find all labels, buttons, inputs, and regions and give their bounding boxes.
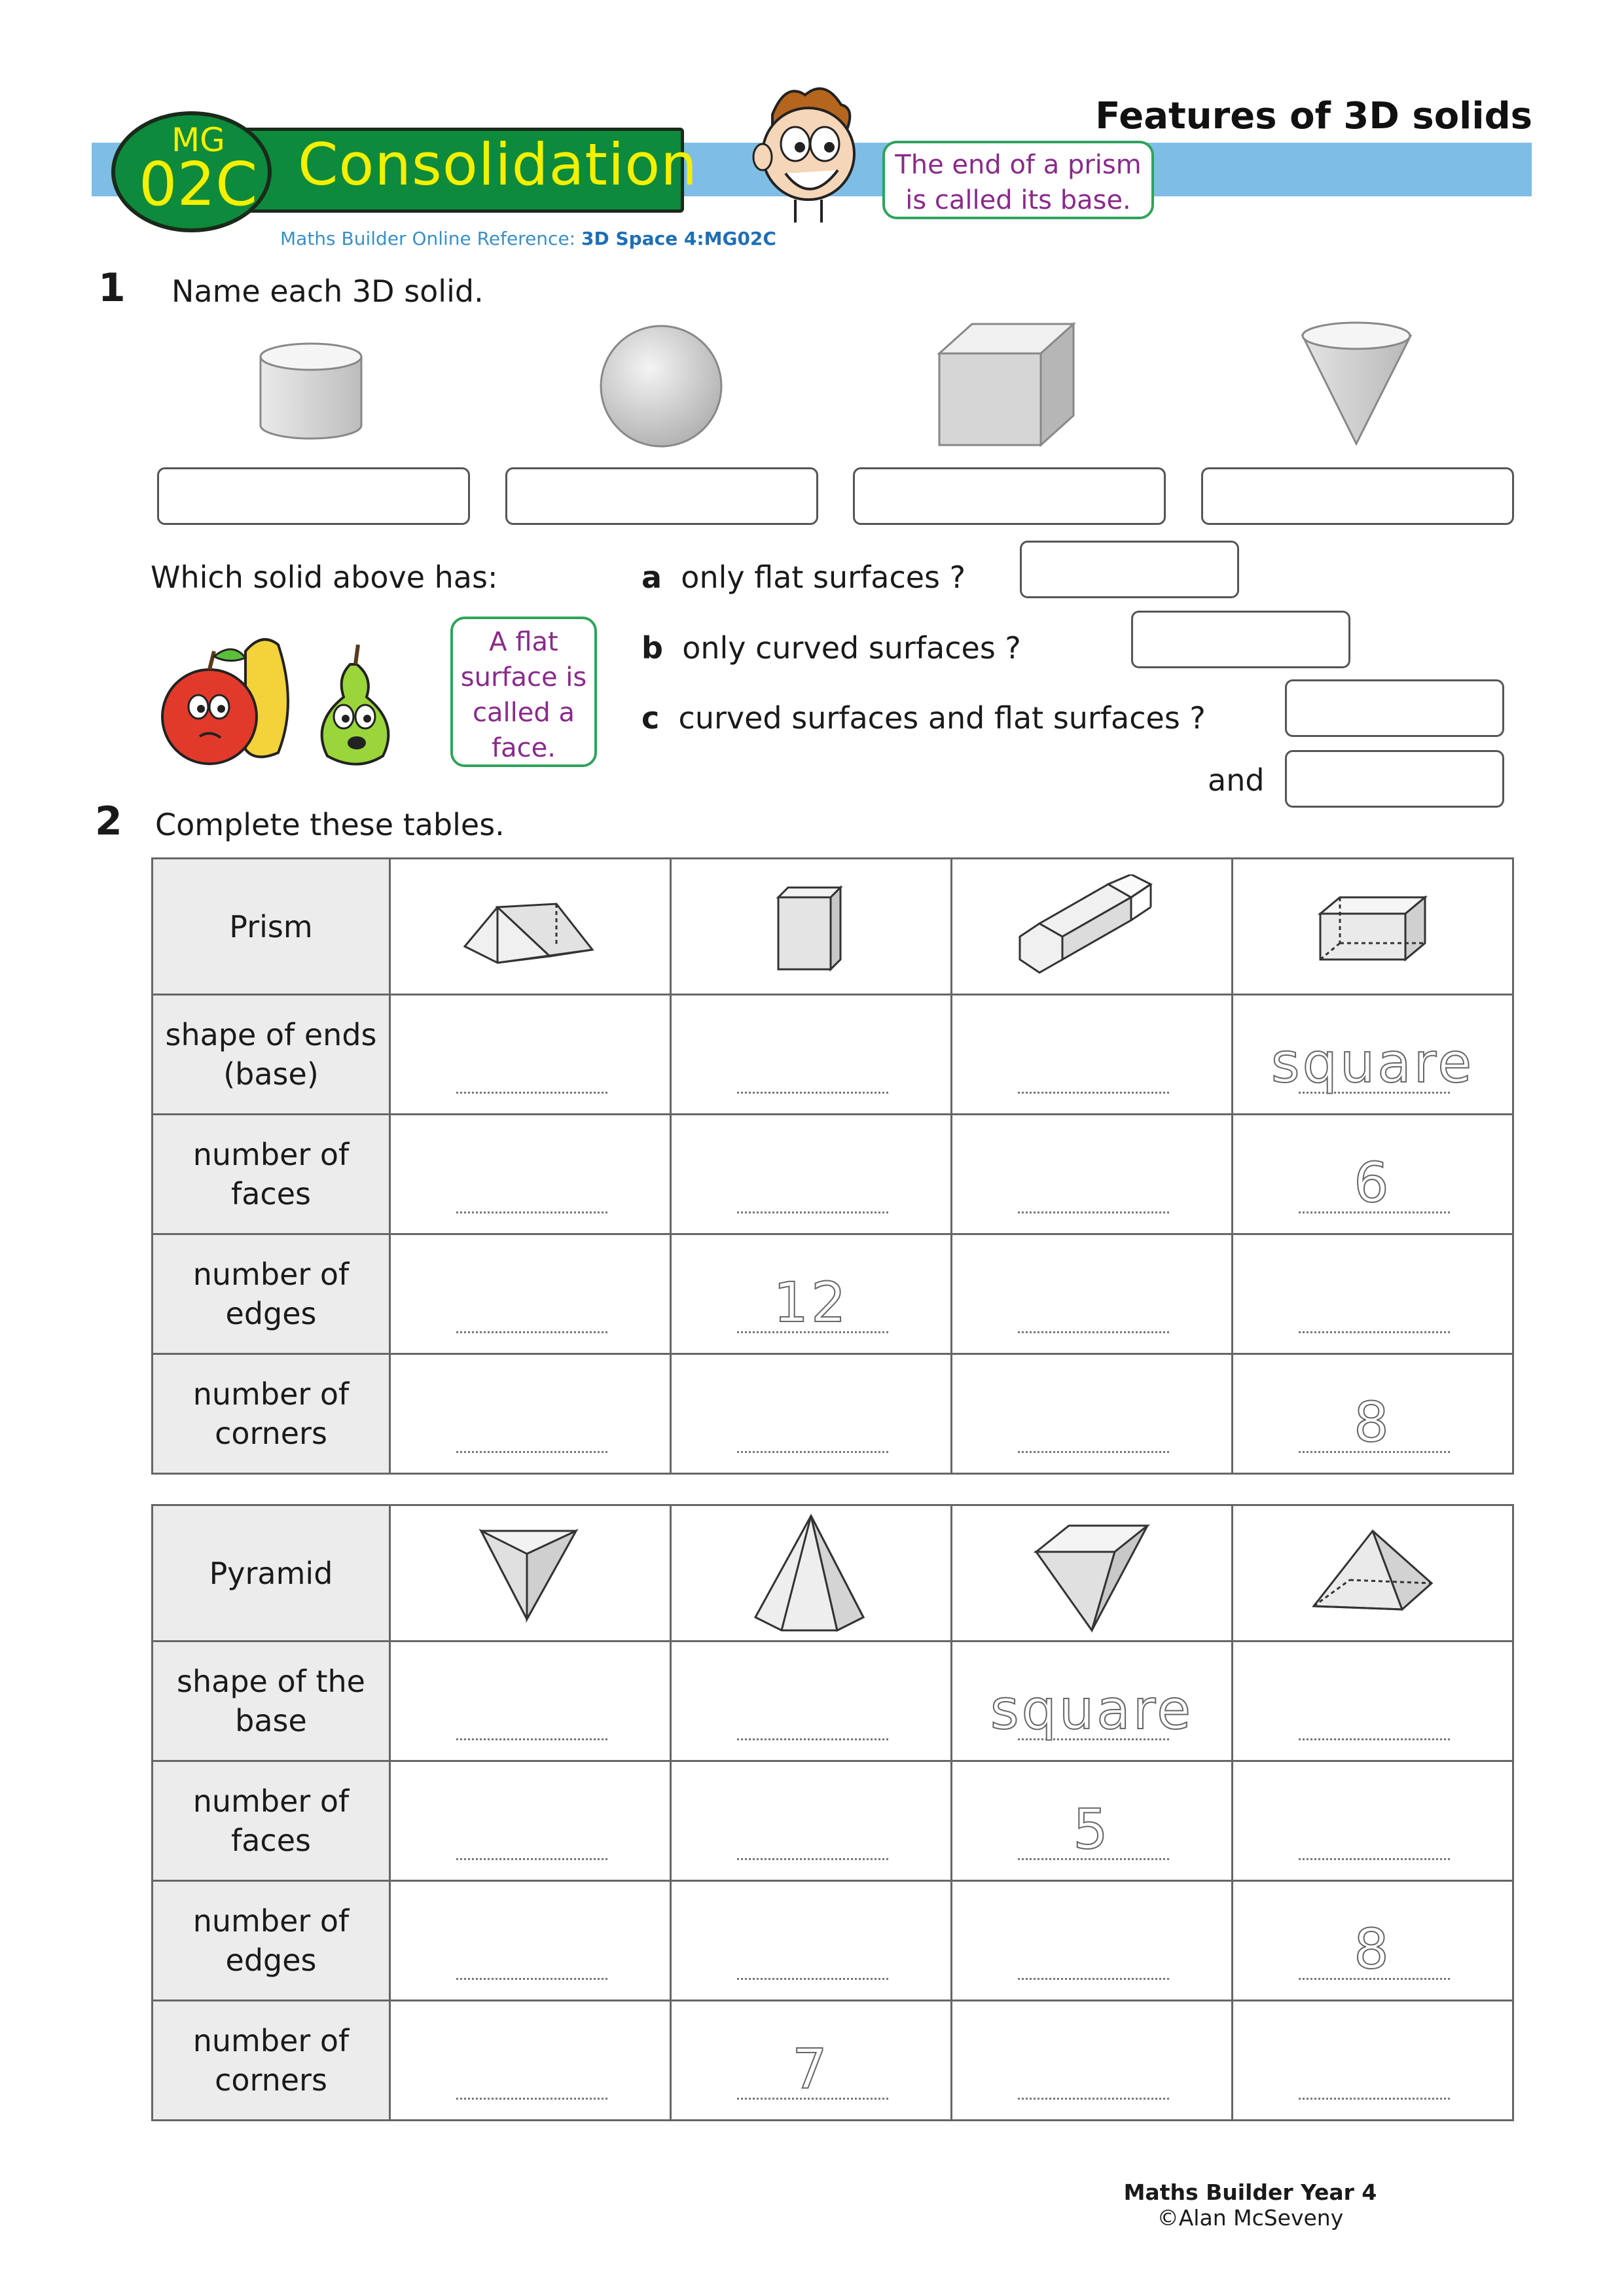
prism-tip-bubble: The end of a prism is called its base. — [882, 141, 1154, 219]
prism-table — [151, 857, 1514, 1475]
solid-name-field-1[interactable] — [157, 467, 470, 525]
part-c-answer-field-2[interactable] — [1285, 750, 1504, 808]
part-b-label: b only curved surfaces ? — [641, 630, 1021, 666]
answer-cell[interactable] — [952, 995, 1233, 1115]
answer-cell[interactable] — [952, 1115, 1233, 1234]
ghost-answer: 6 — [1354, 1151, 1392, 1215]
answer-cell[interactable] — [671, 1354, 952, 1474]
answer-cell[interactable] — [952, 1641, 1233, 1761]
table-row — [153, 1641, 1513, 1761]
online-reference: Maths Builder Online Reference: 3D Space 4:MG02C — [280, 228, 776, 249]
answer-cell[interactable] — [390, 1354, 671, 1474]
row-label: number of faces — [153, 1115, 390, 1234]
fruit-cartoon-icon — [147, 625, 435, 772]
answer-cell[interactable] — [1233, 1234, 1513, 1354]
table-row — [153, 1761, 1513, 1881]
pyramid-table — [151, 1504, 1514, 2121]
cylinder-icon — [255, 340, 367, 445]
ghost-answer: 7 — [792, 2037, 830, 2101]
part-a-answer-field[interactable] — [1020, 541, 1239, 598]
rectangular-pyramid-icon — [1310, 1528, 1435, 1619]
pentagonal-pyramid-icon — [752, 1513, 870, 1634]
table-row — [153, 995, 1513, 1115]
table-row — [153, 1115, 1513, 1234]
ghost-answer: 8 — [1354, 1390, 1392, 1454]
answer-cell[interactable] — [671, 1641, 952, 1761]
rectangular-pyramid-cell — [1233, 1505, 1513, 1641]
row-label: shape of the base — [153, 1641, 390, 1761]
footer-title: Maths Builder Year 4 — [1123, 2179, 1377, 2205]
row-label: number of edges — [153, 1881, 390, 2001]
ghost-answer: 5 — [1073, 1797, 1111, 1861]
table-row — [153, 1881, 1513, 2001]
question-1-number: 1 — [98, 265, 126, 311]
answer-cell[interactable] — [1233, 995, 1513, 1115]
footer — [1113, 2179, 1388, 2231]
triangular-prism-icon — [458, 884, 602, 969]
answer-cell[interactable] — [390, 1641, 671, 1761]
row-label: number of corners — [153, 2001, 390, 2121]
pyramid-header: Pyramid — [153, 1505, 390, 1641]
square-pyramid-icon — [1033, 1513, 1151, 1634]
solid-name-field-4[interactable] — [1201, 467, 1514, 525]
hexagonal-prism-icon — [1013, 874, 1170, 979]
answer-cell[interactable] — [671, 1234, 952, 1354]
question-2-prompt: Complete these tables. — [155, 807, 505, 842]
square-pyramid-cell — [952, 1505, 1233, 1641]
answer-cell[interactable] — [671, 2001, 952, 2121]
answer-cell[interactable] — [1233, 1881, 1513, 2001]
prism-header: Prism — [153, 859, 390, 995]
answer-cell[interactable] — [1233, 2001, 1513, 2121]
answer-cell[interactable] — [390, 1881, 671, 2001]
answer-cell[interactable] — [390, 1115, 671, 1234]
answer-cell[interactable] — [390, 2001, 671, 2121]
answer-cell[interactable] — [952, 1234, 1233, 1354]
code-badge-main: 02C — [139, 149, 258, 219]
row-label: shape of ends (base) — [153, 995, 390, 1115]
cube-icon — [936, 321, 1080, 452]
sphere-icon — [596, 321, 727, 452]
and-label: and — [1208, 762, 1265, 798]
part-a-label: a only flat surfaces ? — [641, 560, 966, 595]
answer-cell[interactable] — [671, 1881, 952, 2001]
pentagonal-pyramid-cell — [671, 1505, 952, 1641]
answer-cell[interactable] — [1233, 1115, 1513, 1234]
question-2-number: 2 — [95, 798, 122, 844]
table-row — [153, 1354, 1513, 1474]
cuboid-icon — [1314, 888, 1432, 966]
table-row — [153, 1234, 1513, 1354]
triangular-pyramid-cell — [390, 1505, 671, 1641]
footer-copyright: ©Alan McSeveny — [1157, 2205, 1344, 2231]
answer-cell[interactable] — [390, 995, 671, 1115]
ghost-answer: 12 — [773, 1270, 849, 1335]
answer-cell[interactable] — [390, 1761, 671, 1881]
ghost-answer: square — [990, 1677, 1194, 1742]
answer-cell[interactable] — [671, 1761, 952, 1881]
page-title: Features of 3D solids — [1095, 95, 1532, 137]
answer-cell[interactable] — [1233, 1641, 1513, 1761]
cone-icon — [1299, 319, 1414, 450]
square-prism-cell — [671, 859, 952, 995]
part-c-answer-field-1[interactable] — [1285, 679, 1504, 737]
triangular-pyramid-icon — [478, 1524, 583, 1623]
code-badge-top: MG — [171, 121, 225, 159]
answer-cell[interactable] — [671, 1115, 952, 1234]
answer-cell[interactable] — [1233, 1761, 1513, 1881]
answer-cell[interactable] — [952, 2001, 1233, 2121]
row-label: number of faces — [153, 1761, 390, 1881]
part-c-label: c curved surfaces and flat surfaces ? — [641, 700, 1206, 736]
which-solid-prompt: Which solid above has: — [151, 560, 498, 595]
table-row — [153, 1505, 1513, 1641]
hexagonal-prism-cell — [952, 859, 1233, 995]
table-row — [153, 859, 1513, 995]
answer-cell[interactable] — [952, 1354, 1233, 1474]
question-1-prompt: Name each 3D solid. — [171, 274, 484, 309]
solid-name-field-3[interactable] — [853, 467, 1166, 525]
answer-cell[interactable] — [390, 1234, 671, 1354]
answer-cell[interactable] — [1233, 1354, 1513, 1474]
row-label: number of corners — [153, 1354, 390, 1474]
face-tip-bubble: A flat surface is called a face. — [450, 617, 597, 767]
row-label: number of edges — [153, 1234, 390, 1354]
answer-cell[interactable] — [671, 995, 952, 1115]
triangular-prism-cell — [390, 859, 671, 995]
solid-name-field-2[interactable] — [505, 467, 818, 525]
ghost-answer: square — [1271, 1031, 1475, 1095]
boy-cartoon-icon — [733, 75, 877, 226]
cuboid-cell — [1233, 859, 1513, 995]
answer-cell[interactable] — [952, 1881, 1233, 2001]
part-b-answer-field[interactable] — [1131, 611, 1350, 668]
square-prism-icon — [768, 878, 854, 976]
page-heading: Consolidation — [298, 131, 698, 198]
ghost-answer: 8 — [1354, 1917, 1392, 1981]
answer-cell[interactable] — [952, 1761, 1233, 1881]
table-row — [153, 2001, 1513, 2121]
